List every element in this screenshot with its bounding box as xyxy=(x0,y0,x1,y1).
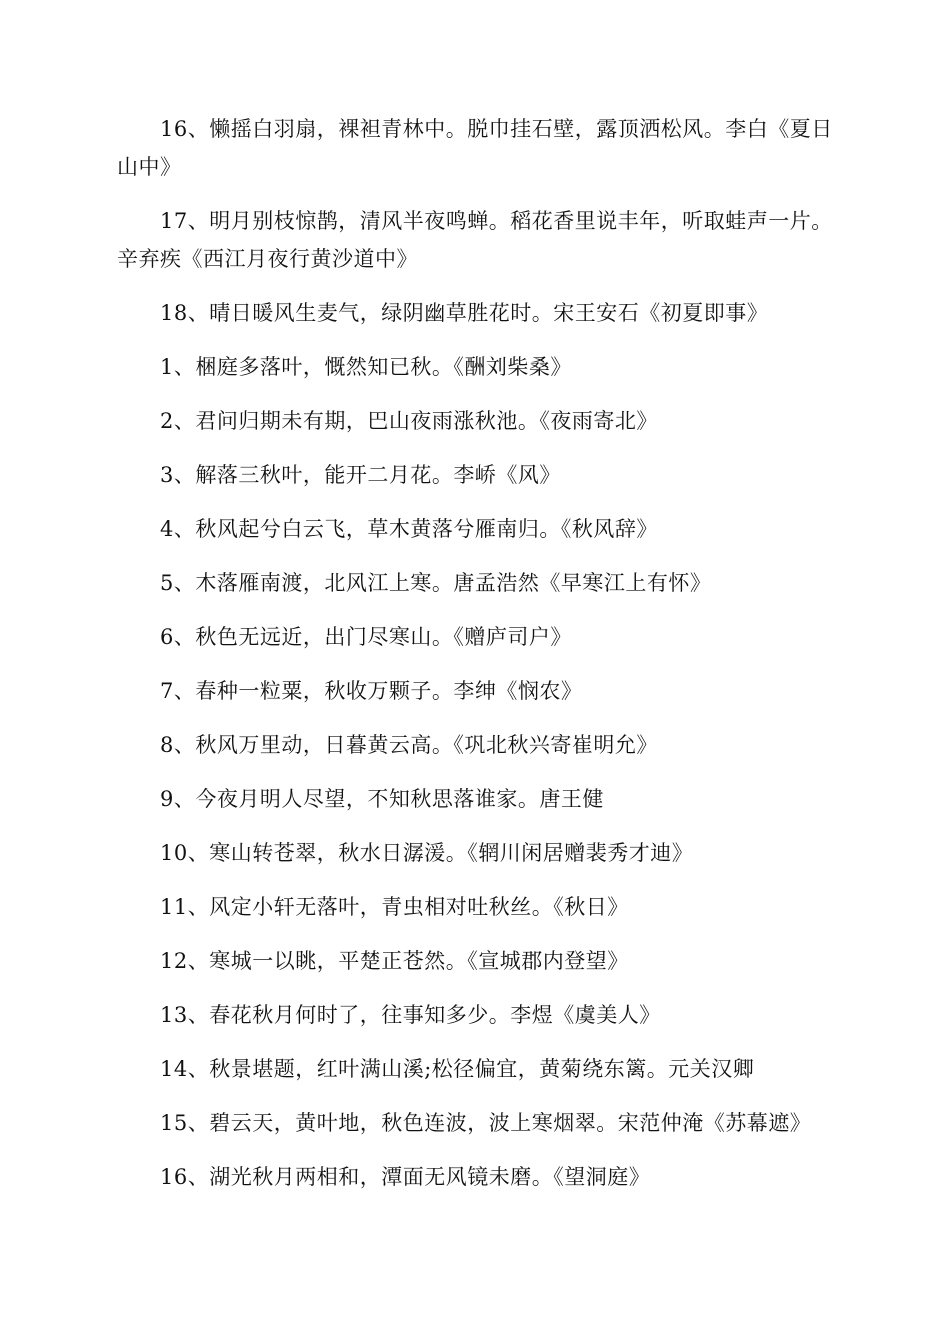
poem-line: 4、秋风起兮白云飞，草木黄落兮雁南归。《秋风辞》 xyxy=(160,517,658,541)
poem-line: 9、今夜月明人尽望，不知秋思落谁家。唐王健 xyxy=(160,787,604,811)
poem-line: 14、秋景堪题，红叶满山溪;松径偏宜，黄菊绕东篱。元关汉卿 xyxy=(160,1057,755,1081)
poem-line: 16、湖光秋月两相和，潭面无风镜未磨。《望洞庭》 xyxy=(160,1165,651,1189)
poem-line: 10、寒山转苍翠，秋水日潺湲。《辋川闲居赠裴秀才迪》 xyxy=(160,841,694,865)
poem-line: 5、木落雁南渡，北风江上寒。唐孟浩然《早寒江上有怀》 xyxy=(160,571,712,595)
poem-line: 11、风定小轩无落叶，青虫相对吐秋丝。《秋日》 xyxy=(160,895,629,919)
poem-line: 6、秋色无远近，出门尽寒山。《赠庐司户》 xyxy=(160,625,572,649)
poem-line: 7、春种一粒粟，秋收万颗子。李绅《悯农》 xyxy=(160,679,583,703)
poem-line: 16、懒摇白羽扇，裸袒青林中。脱巾挂石壁，露顶洒松风。李白《夏日山中》 xyxy=(117,117,833,179)
poem-line: 13、春花秋月何时了，往事知多少。李煜《虞美人》 xyxy=(160,1003,661,1027)
poem-line: 3、解落三秋叶，能开二月花。李峤《风》 xyxy=(160,463,561,487)
poem-line: 18、晴日暖风生麦气，绿阴幽草胜花时。宋王安石《初夏即事》 xyxy=(160,301,769,325)
poem-line: 1、梱庭多落叶，慨然知已秋。《酬刘柴桑》 xyxy=(160,355,572,379)
poem-line: 12、寒城一以眺，平楚正苍然。《宣城郡内登望》 xyxy=(160,949,629,973)
poem-line: 2、君问归期未有期，巴山夜雨涨秋池。《夜雨寄北》 xyxy=(160,409,658,433)
poem-line: 15、碧云天，黄叶地，秋色连波，波上寒烟翠。宋范仲淹《苏幕遮》 xyxy=(160,1111,812,1135)
poem-line: 17、明月别枝惊鹊，清风半夜鸣蝉。稻花香里说丰年，听取蛙声一片。辛弃疾《西江月夜行黄沙道中》 xyxy=(117,209,833,271)
poem-list xyxy=(117,110,834,1212)
poem-line: 8、秋风万里动，日暮黄云高。《巩北秋兴寄崔明允》 xyxy=(160,733,658,757)
